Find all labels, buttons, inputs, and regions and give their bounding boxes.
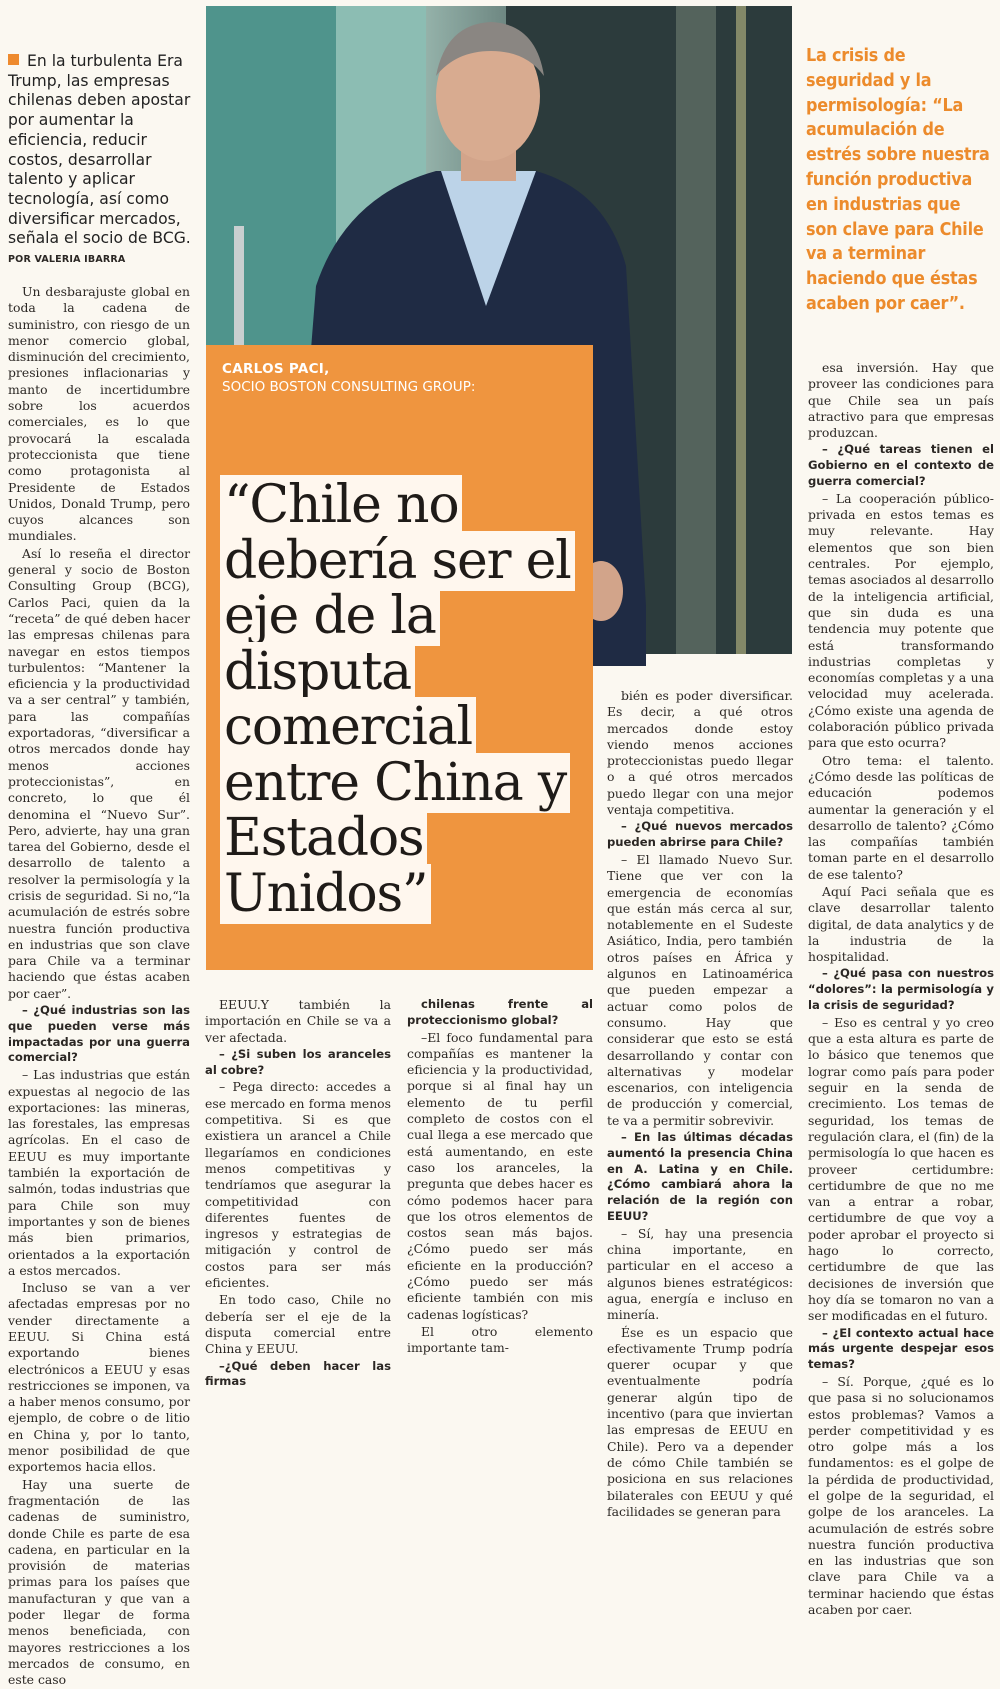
interview-question: –¿Qué deben hacer las firmas xyxy=(205,1358,391,1389)
body-paragraph: Aquí Paci señala que es clave desarrollar talento digital, de data analytics y de la industria de la hospitalidad. xyxy=(808,884,994,965)
bullet-square-icon xyxy=(8,54,19,65)
interview-question: – ¿Qué nuevos mercados pueden abrirse para Chile? xyxy=(607,819,793,850)
interview-question: chilenas frente al proteccionismo global? xyxy=(407,997,593,1027)
caption-role: SOCIO BOSTON CONSULTING GROUP: xyxy=(222,379,476,395)
caption-name: CARLOS PACI, xyxy=(222,361,330,377)
body-paragraph: bién es poder diversificar. Es decir, a qué otros mercados donde estoy viendo menos acciones proteccionistas puedo llegar o a qué otros mercados puedo llegar con una mejor ventaja competitiva. xyxy=(607,688,793,818)
body-paragraph: – El llamado Nuevo Sur. Tiene que ver con la emergencia de economías que están más cerca al sur, notablemente en el Sudeste Asiático, India, pero también otros países en África y algunos en Latinoamérica que pueden empezar a actuar como polos de consumo. Hay que considerar que esto se está desarrollando y contar con alternativas y modelar escenarios, con inteligencia de producción y comercial, te va a permitir sobrevivir. xyxy=(607,851,793,1128)
body-paragraph: – Pega directo: accedes a ese mercado en forma menos competitiva. Si es que existiera un arancel a Chile llegaríamos en condiciones menos competitivas y tendríamos que asegurar la competitividad con diferentes fuentes de ingresos y estrategias de mitigación y control de costos para ser más eficientes. xyxy=(205,1079,391,1291)
body-paragraph: Ése es un espacio que efectivamente Trump podría querer ocupar y que eventualmente podría generar algún tipo de incentivo (para que inviertan las empresas de EEUU en Chile). Pero va a depender de cómo Chile también se posiciona en sus relaciones bilaterales con EEUU y qué facilidades se generan para xyxy=(607,1324,793,1519)
body-paragraph: Otro tema: el talento. ¿Cómo desde las políticas de educación podemos aumentar la generación y el desarrollo de talento? ¿Cómo las compañías también toman parte en el desarrollo de ese talento? xyxy=(808,752,994,882)
body-paragraph: –El foco fundamental para compañías es mantener la eficiencia y la productividad, porque si al final hay un elemento de tu perfil completo de costos con el cual llega a ese mercado que está aumentando, en este caso los aranceles, la pregunta que debes hacer es cómo podemos hacer para que los otros elementos de costos sean más bajos. ¿Cómo puedo ser más eficiente en la producción? ¿Cómo puedo ser más eficiente también con mis cadenas logísticas? xyxy=(407,1029,593,1322)
body-paragraph: Hay una suerte de fragmentación de las cadenas de suministro, donde Chile es parte de esa cadena, en particular en la provisión de materias primas para los países que manufacturan y que van a poder llegar de forma menos beneficiada, con mayores restricciones a los mercados de consumo, en este caso xyxy=(8,1476,190,1688)
headline xyxy=(220,475,580,924)
body-paragraph: EEUU.Y también la importación en Chile se va a ver afectada. xyxy=(205,997,391,1045)
body-paragraph: Incluso se van a ver afectadas empresas por no vender directamente a EEUU. Si China está exportando bienes electrónicos a EEUU y esas restricciones se imponen, va a haber menos consumo, por ejemplo, de cobre o de litio en China y, por lo tanto, menor posibilidad de que exportemos hacia ellos. xyxy=(8,1280,190,1475)
body-paragraph: – Las industrias que están expuestas al negocio de las exportaciones: las mineras, las forestales, las empresas agrícolas. En el caso de EEUU es muy importante también la exportación de salmón, todas industrias que para Chile son muy importantes y son de bienes más bien primarios, orientados a la exportación a estos mercados. xyxy=(8,1067,190,1278)
byline: POR VALERIA IBARRA xyxy=(8,254,126,265)
column-5 xyxy=(808,360,994,1618)
intro-deck xyxy=(8,52,196,249)
intro-text: En la turbulenta Era Trump, las empresas chilenas deben apostar por aumentar la eficiencia, reducir costos, desarrollar talento y aplicar tecnología, así como diversificar mercados, señala el socio de BCG. xyxy=(8,52,191,248)
interview-question: – En las últimas décadas aumentó la presencia China en A. Latina y en Chile. ¿Cómo cambiará ahora la relación de la región con EEUU? xyxy=(607,1130,793,1223)
interview-question: – ¿Qué tareas tienen el Gobierno en el contexto de guerra comercial? xyxy=(808,442,994,489)
body-paragraph: Un desbarajuste global en toda la cadena de suministro, con riesgo de un menor comercio global, disminución del crecimiento, presiones inflacionarias y manto de incertidumbre sobre los acuerdos comerciales, es lo que provocará la escalada proteccionista que tiene como protagonista al Presidente de Estados Unidos, Donald Trump, pero cuyos alcances son mundiales. xyxy=(8,284,190,544)
interview-question: – ¿El contexto actual hace más urgente despejar esos temas? xyxy=(808,1325,994,1372)
column-1 xyxy=(8,284,190,1688)
interview-question: – ¿Qué industrias son las que pueden verse más impactadas por una guerra comercial? xyxy=(8,1003,190,1065)
body-paragraph: Así lo reseña el director general y socio de Boston Consulting Group (BCG), Carlos Paci, quien da la “receta” de qué deben hacer las empresas chilenas para navegar en estos tiempos turbulentos: “Mantener la eficiencia y la productividad va a ser central” y también, para las compañías exportadoras, “diversificar a otros mercados donde hay menos acciones proteccionistas”, en concreto, lo que él denomina el “Nuevo Sur”. Pero, advierte, hay una gran tarea del Gobierno, desde el desarrollo de talento a resolver la permisología y la crisis de seguridad. Si no,“la acumulación de estrés sobre nuestra función productiva en industrias que son clave para Chile va a terminar haciendo que éstas acaben por caer”. xyxy=(8,545,190,1001)
body-paragraph: – Sí, hay una presencia china importante, en particular en el acceso a algunos bienes estratégicos: agua, energía e incluso en minería. xyxy=(607,1225,793,1323)
body-paragraph: En todo caso, Chile no debería ser el eje de la disputa comercial entre China y EEUU. xyxy=(205,1292,391,1357)
pull-quote: La crisis de seguridad y la permisología: “La acumulación de estrés sobre nuestra función productiva en industrias que son clave para Chile va a terminar haciendo que éstas acaben por caer”. xyxy=(806,45,990,314)
column-4 xyxy=(607,688,793,1519)
body-paragraph: – Sí. Porque, ¿qué es lo que pasa si no solucionamos estos problemas? Vamos a perder competitividad y es otro golpe más a los fundamentos: es el golpe de la pérdida de productividad, el golpe de la seguridad, el golpe de los aranceles. La acumulación de estrés sobre nuestra función productiva en las industrias que son clave para Chile va a terminar haciendo que éstas acaben por caer. xyxy=(808,1373,994,1618)
photo-caption xyxy=(222,358,475,395)
body-paragraph: El otro elemento importante tam- xyxy=(407,1323,593,1356)
body-paragraph: – Eso es central y yo creo que a esta altura es parte de lo básico que tenemos que lograr como país para poder seguir en la senda de crecimiento. Los temas de seguridad, los temas de regulación clara, el (fin) de la permisología lo que hacen es proveer certidumbre: certidumbre de que no me van a entrar a robar, certidumbre de que voy a poder aprobar el proyecto si hago lo correcto, certidumbre de que las decisiones de inversión que hoy día se tomaron no van a ser modificadas en el futuro. xyxy=(808,1014,994,1324)
body-paragraph: – La cooperación público-privada en estos temas es muy relevante. Hay elementos que son bien centrales. Por ejemplo, temas asociados al desarrollo de la inteligencia artificial, que sin duda es una tendencia muy potente que está transformando industrias completas y economías completas y a una velocidad muy acelerada. ¿Cómo existe una agenda de colaboración público privada para que esto ocurra? xyxy=(808,490,994,751)
column-3 xyxy=(407,997,593,1356)
column-2 xyxy=(205,997,391,1389)
headline-text: “Chile no debería ser el eje de la disputa comercial entre China y Estados Unidos” xyxy=(220,475,575,924)
body-paragraph: esa inversión. Hay que proveer las condiciones para que Chile sea un país atractivo para que empresas produzcan. xyxy=(808,360,994,441)
interview-question: – ¿Qué pasa con nuestros “dolores”: la permisología y la crisis de seguridad? xyxy=(808,966,994,1013)
interview-question: – ¿Si suben los aranceles al cobre? xyxy=(205,1046,391,1077)
